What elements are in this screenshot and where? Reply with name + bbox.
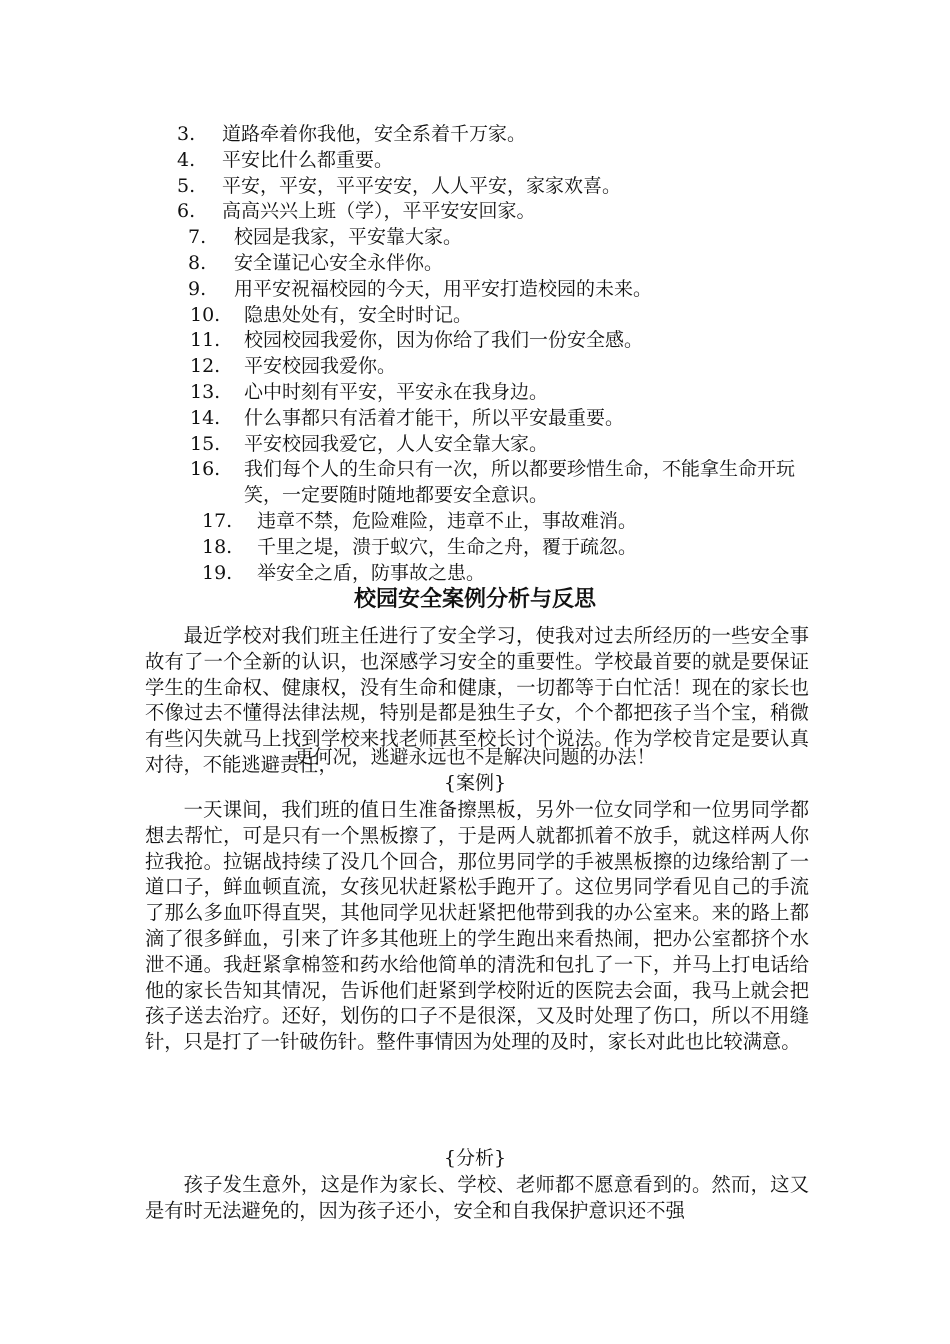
list-item-number: 3.: [177, 123, 196, 145]
intro-last-line: 更何况，逃避永远也不是解决问题的办法！: [294, 746, 656, 768]
list-item-text: 心中时刻有平安，平安永在我身边。: [244, 380, 549, 403]
list-item-text: 用平安祝福校园的今天，用平安打造校园的未来。: [234, 277, 653, 300]
list-item: [0, 199, 950, 225]
case-label: {案例}: [443, 772, 507, 794]
list-item-number: 9.: [188, 277, 207, 300]
list-item-number: 19.: [202, 561, 233, 584]
list-item: [0, 432, 950, 458]
analysis-label: {分析}: [443, 1147, 507, 1169]
list-item: [0, 535, 950, 561]
case-paragraph-text: 一天课间，我们班的值日生准备擦黑板，另外一位女同学和一位男同学都想去帮忙，可是只有一个黑板擦了，于是两人就都抓着不放手，就这样两人你拉我抢。拉锯战持续了没几个回合，那位男同学的手被黑板擦的边缘给割了一道口子，鲜血顿直流，女孩见状赶紧松手跑开了。这位男同学看见自己的手流了那么多血吓得直哭，其他同学见状赶紧把他带到我的办公室来。来的路上都滴了很多鲜血，引来了许多其他班上的学生跑出来看热闹，把办公室都挤个水泄不通。我赶紧拿棉签和药水给他简单的清洗和包扎了一下，并马上打电话给他的家长告知其情况，告诉他们赶紧到学校附近的医院去会面，我马上就会把孩子送去治疗。还好，划伤的口子不是很深，又及时处理了伤口，所以不用缝针，只是打了一针破伤针。整件事情因为处理的及时，家长对此也比较满意。: [145, 798, 809, 1054]
list-item-text: 隐患处处有，安全时时记。: [244, 303, 473, 326]
analysis-paragraph: [145, 1172, 809, 1224]
list-item-text: 平安校园我爱你。: [244, 355, 397, 378]
list-item: [0, 406, 950, 432]
slogan-list: [0, 122, 950, 586]
list-item-text: 校园是我家，平安靠大家。: [234, 226, 463, 249]
list-item-text: 什么事都只有活着才能干，所以平安最重要。: [244, 406, 625, 429]
list-item: [0, 277, 950, 303]
case-paragraph: [145, 797, 809, 1055]
list-item: [0, 122, 950, 148]
list-item-number: 11.: [190, 329, 221, 352]
list-item-number: 17.: [202, 509, 233, 532]
list-item-number: 7.: [188, 226, 207, 249]
list-item-number: 14.: [190, 406, 221, 429]
list-item: [0, 509, 950, 535]
analysis-paragraph-text: 孩子发生意外，这是作为家长、学校、老师都不愿意看到的。然而，这又是有时无法避免的，因为孩子还小，安全和自我保护意识还不强: [145, 1173, 809, 1222]
list-item: [0, 354, 950, 380]
list-item-number: 15.: [190, 432, 221, 455]
list-item-number: 8.: [188, 251, 207, 274]
list-item: [0, 251, 950, 277]
list-item: [0, 303, 950, 329]
list-item-text: 平安校园我爱它，人人安全靠大家。: [244, 432, 549, 455]
list-item: [0, 561, 950, 587]
section-heading: 校园安全案例分析与反思: [353, 587, 596, 612]
list-item-text: 违章不禁，危险难险，违章不止，事故难消。: [257, 509, 638, 532]
list-item: [0, 380, 950, 406]
list-item-number: 4.: [177, 148, 196, 171]
list-item: [0, 148, 950, 174]
list-item-number: 10.: [190, 303, 221, 326]
list-item-text: 道路牵着你我他，安全系着千万家。: [222, 123, 527, 145]
list-item: [0, 328, 950, 354]
list-item-number: 12.: [190, 355, 221, 378]
list-item-text: 校园校园我爱你，因为你给了我们一份安全感。: [244, 329, 644, 352]
list-item-text: 平安比什么都重要。: [222, 148, 394, 171]
list-item-number: 18.: [202, 535, 233, 558]
list-item-text: 安全谨记心安全永伴你。: [234, 251, 444, 274]
list-item-number: 5.: [177, 174, 196, 197]
list-item-text: 平安，平安，平平安安，人人平安，家家欢喜。: [222, 174, 622, 197]
list-item: [0, 225, 950, 251]
list-item-number: 16.: [190, 458, 221, 481]
list-item-number: 13.: [190, 380, 221, 403]
list-item-number: 6.: [177, 200, 196, 223]
list-item-text: 举安全之盾，防事故之患。: [257, 561, 486, 584]
list-item-text: 高高兴兴上班（学），平平安安回家。: [222, 200, 536, 223]
list-item-text: 千里之堤，溃于蚁穴，生命之舟，覆于疏忽。: [257, 535, 638, 558]
intro-paragraph-text: 最近学校对我们班主任进行了安全学习，使我对过去所经历的一些安全事故有了一个全新的认识，也深感学习安全的重要性。学校最首要的就是要保证学生的生命权、健康权，没有生命和健康，一切都等于白忙活！现在的家长也不像过去不懂得法律法规，特别是都是独生子女，个个都把孩子当个宝，稍微有些闪失就马上找到学校来找老师甚至校长讨个说法。作为学校肯定是要认真对待，不能逃避责任，: [145, 624, 809, 776]
list-item: [0, 174, 950, 200]
list-item-text: 我们每个人的生命只有一次，所以都要珍惜生命，不能拿生命开玩笑，一定要随时随地都要安全意识。: [244, 458, 796, 507]
list-item: [0, 457, 950, 509]
